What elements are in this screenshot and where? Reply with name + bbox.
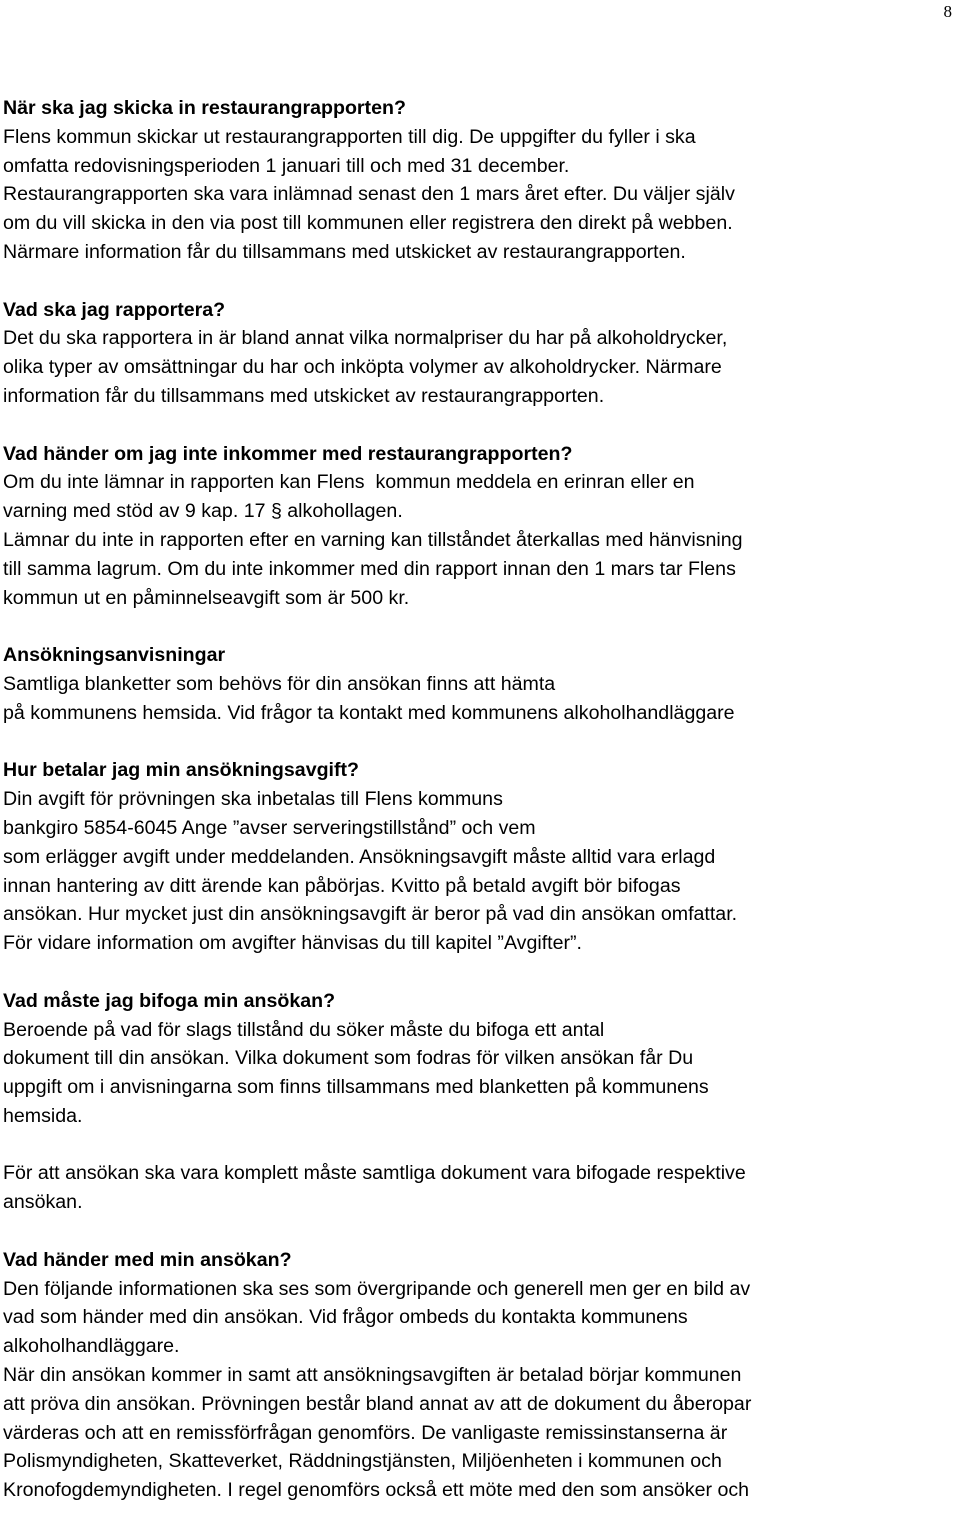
paragraph-line: om du vill skicka in den via post till kommunen eller registrera den direkt på webben. [3, 212, 733, 235]
paragraph-line: omfatta redovisningsperioden 1 januari till och med 31 december. [3, 154, 570, 177]
paragraph-line: information får du tillsammans med utskicket av restaurangrapporten. [3, 384, 605, 407]
paragraph-line: ansökan. [3, 1191, 83, 1214]
paragraph-line: Samtliga blanketter som behövs för din ansökan finns att hämta [3, 672, 556, 695]
paragraph-line: hemsida. [3, 1104, 83, 1127]
paragraph-line: Om du inte lämnar in rapporten kan Flens kommun meddela en erinran eller en [3, 471, 695, 494]
paragraph-line: kommun ut en påminnelseavgift som är 500 kr. [3, 586, 410, 609]
section [3, 440, 953, 613]
page-number: 8 [943, 2, 952, 21]
section-heading: Vad ska jag rapportera? [3, 298, 226, 321]
paragraph-line: olika typer av omsättningar du har och inköpta volymer av alkoholdrycker. Närmare [3, 356, 722, 379]
paragraph-line: När din ansökan kommer in samt att ansökningsavgiften är betalad börjar kommunen [3, 1364, 742, 1387]
section-heading: När ska jag skicka in restaurangrapporten? [3, 97, 406, 119]
section-heading: Ansökningsanvisningar [3, 644, 226, 667]
paragraph-line: till samma lagrum. Om du inte inkommer med din rapport innan den 1 mars tar Flens [3, 557, 736, 580]
paragraph-line: Flens kommun skickar ut restaurangrapporten till dig. De uppgifter du fyller i ska [3, 125, 696, 148]
paragraph-line: bankgiro 5854-6045 Ange ”avser serveringstillstånd” och vem [3, 816, 536, 839]
section [3, 987, 953, 1131]
paragraph-line: Polismyndigheten, Skatteverket, Räddningstjänsten, Miljöenheten i kommunen och [3, 1450, 722, 1473]
paragraph-line: För vidare information om avgifter hänvisas du till kapitel ”Avgifter”. [3, 932, 582, 955]
section [3, 1159, 953, 1217]
section [3, 296, 953, 411]
paragraph-line: För att ansökan ska vara komplett måste samtliga dokument vara bifogade respektive [3, 1162, 746, 1185]
document-body [3, 94, 953, 1534]
section [3, 756, 953, 958]
paragraph-line: ansökan. Hur mycket just din ansökningsavgift är beror på vad din ansökan omfattar. [3, 903, 738, 926]
section [3, 1246, 953, 1505]
paragraph-line: Beroende på vad för slags tillstånd du söker måste du bifoga ett antal [3, 1018, 605, 1041]
paragraph-line: på kommunens hemsida. Vid frågor ta kontakt med kommunens alkoholhandläggare [3, 701, 735, 724]
paragraph-line: Restaurangrapporten ska vara inlämnad senast den 1 mars året efter. Du väljer själv [3, 183, 735, 206]
paragraph-line: varning med stöd av 9 kap. 17 § alkohollagen. [3, 500, 403, 523]
section-heading: Hur betalar jag min ansökningsavgift? [3, 759, 360, 782]
paragraph-line: Närmare information får du tillsammans med utskicket av restaurangrapporten. [3, 240, 686, 263]
section [3, 94, 953, 267]
paragraph-line: som erlägger avgift under meddelanden. Ansökningsavgift måste alltid vara erlagd [3, 845, 716, 868]
paragraph-line: dokument till din ansökan. Vilka dokument som fodras för vilken ansökan får Du [3, 1047, 694, 1070]
paragraph-line: Kronofogdemyndigheten. I regel genomförs också ett möte med den som ansöker och [3, 1479, 750, 1502]
paragraph-line: alkoholhandläggare. [3, 1335, 180, 1358]
paragraph-line: uppgift om i anvisningarna som finns tillsammans med blanketten på kommunens [3, 1076, 709, 1099]
section-heading: Vad måste jag bifoga min ansökan? [3, 989, 336, 1012]
paragraph-line: vad som händer med din ansökan. Vid frågor ombeds du kontakta kommunens [3, 1306, 688, 1329]
paragraph-line: värderas och att en remissförfrågan genomförs. De vanligaste remissinstanserna är [3, 1421, 728, 1444]
paragraph-line: innan hantering av ditt ärende kan påbörjas. Kvitto på betald avgift bör bifogas [3, 874, 681, 897]
paragraph-line: Lämnar du inte in rapporten efter en varning kan tillståndet återkallas med hänvisning [3, 528, 743, 551]
section-heading: Vad händer om jag inte inkommer med restaurangrapporten? [3, 442, 573, 465]
paragraph-line: Det du ska rapportera in är bland annat vilka normalpriser du har på alkoholdrycker, [3, 327, 728, 350]
section-heading: Vad händer med min ansökan? [3, 1248, 292, 1271]
paragraph-line: Din avgift för prövningen ska inbetalas till Flens kommuns [3, 788, 503, 811]
section [3, 641, 953, 727]
paragraph-line: Den följande informationen ska ses som övergripande och generell men ger en bild av [3, 1277, 751, 1300]
paragraph-line: att pröva din ansökan. Prövningen består bland annat av att de dokument du åberopar [3, 1392, 752, 1415]
